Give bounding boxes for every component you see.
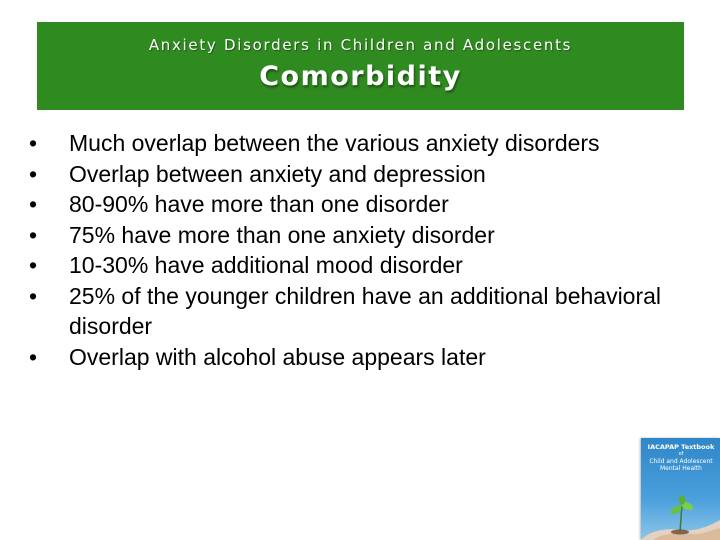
book-title-line: IACAPAP Textbook bbox=[647, 443, 715, 451]
bullet-icon: • bbox=[29, 252, 38, 278]
bullet-text: 80-90% have more than one disorder bbox=[69, 191, 449, 217]
bullet-text: Much overlap between the various anxiety disorders bbox=[69, 130, 600, 156]
book-cover-title bbox=[645, 444, 717, 472]
title-banner bbox=[37, 22, 684, 110]
slide-title: Comorbidity bbox=[259, 61, 462, 92]
bullet-icon: • bbox=[29, 343, 38, 370]
bullet-item bbox=[29, 250, 689, 281]
bullet-item bbox=[29, 128, 689, 159]
bullet-text: 25% of the younger children have an additional behavioral disorder bbox=[69, 282, 662, 339]
bullet-item bbox=[29, 189, 689, 220]
bullet-text: Overlap with alcohol abuse appears later bbox=[69, 343, 486, 370]
bullet-icon: • bbox=[29, 130, 38, 156]
bullet-item bbox=[29, 159, 689, 190]
bullet-item bbox=[29, 220, 689, 251]
bullet-text: Overlap between anxiety and depression bbox=[69, 160, 486, 187]
book-title-line: Mental Health bbox=[660, 465, 702, 472]
bullet-text: 75% have more than one anxiety disorder bbox=[69, 221, 495, 248]
bullet-icon: • bbox=[29, 282, 38, 309]
bullet-list bbox=[29, 128, 689, 372]
bullet-icon: • bbox=[29, 160, 38, 187]
book-title-line: Child and Adolescent bbox=[649, 458, 713, 465]
bullet-icon: • bbox=[29, 191, 38, 217]
bullet-item bbox=[29, 342, 689, 373]
textbook-cover-image bbox=[641, 438, 720, 540]
seedling-hand-illustration bbox=[641, 490, 720, 540]
slide-subtitle: Anxiety Disorders in Children and Adolescents bbox=[148, 36, 573, 54]
bullet-icon: • bbox=[29, 221, 38, 248]
bullet-item bbox=[29, 281, 689, 342]
book-title-line: of bbox=[678, 451, 684, 457]
bullet-text: 10-30% have additional mood disorder bbox=[69, 252, 463, 278]
